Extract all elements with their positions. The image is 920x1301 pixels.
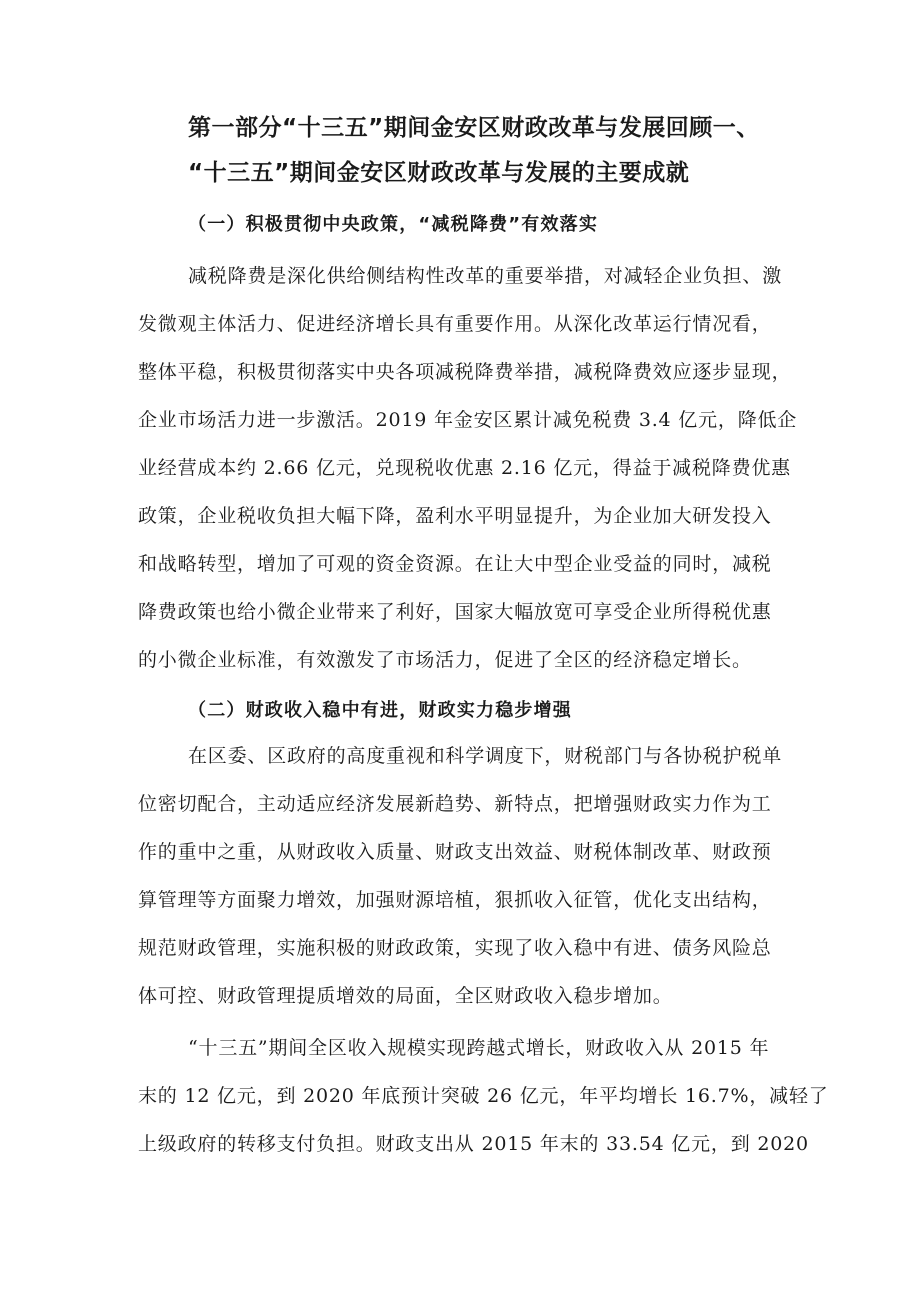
paragraph-line: 上级政府的转移支付负担。财政支出从 2015 年末的 33.54 亿元，到 2020 [138,1133,809,1155]
paragraph-line: 企业市场活力进一步激活。2019 年金安区累计减免税费 3.4 亿元，降低企 [138,409,798,431]
paragraph-line: 位密切配合，主动适应经济发展新趋势、新特点，把增强财政实力作为工 [138,793,772,815]
paragraph-line: 的小微企业标准，有效激发了市场活力，促进了全区的经济稳定增长。 [138,649,752,671]
paragraph-line: 发微观主体活力、促进经济增长具有重要作用。从深化改革运行情况看， [138,313,772,335]
paragraph-line: 在区委、区政府的高度重视和科学调度下，财税部门与各协税护税单 [188,745,783,767]
paragraph-line: 末的 12 亿元，到 2020 年底预计突破 26 亿元，年平均增长 16.7%，减轻了 [138,1085,829,1107]
section-heading-2: （二）财政收入稳中有进，财政实力稳步增强 [188,700,572,721]
paragraph-line: 减税降费是深化供给侧结构性改革的重要举措，对减轻企业负担、激 [188,265,783,287]
paragraph-line: 业经营成本约 2.66 亿元，兑现税收优惠 2.16 亿元，得益于减税降费优惠 [138,457,791,479]
paragraph-line: 作的重中之重，从财政收入质量、财政支出效益、财税体制改革、财政预 [138,841,772,863]
paragraph-line: 降费政策也给小微企业带来了利好，国家大幅放宽可享受企业所得税优惠 [138,601,772,623]
section-heading-1: （一）积极贯彻中央政策，“减税降费”有效落实 [188,214,599,235]
document-title-line-2: “十三五”期间金安区财政改革与发展的主要成就 [188,160,690,186]
paragraph-line: 规范财政管理，实施积极的财政政策，实现了收入稳中有进、债务风险总 [138,937,772,959]
paragraph-line: 算管理等方面聚力增效，加强财源培植，狠抓收入征管，优化支出结构， [138,889,772,911]
paragraph-line: 整体平稳，积极贯彻落实中央各项减税降费举措，减税降费效应逐步显现， [138,361,792,383]
paragraph-line: 政策，企业税收负担大幅下降，盈利水平明显提升，为企业加大研发投入 [138,505,772,527]
document-title-line-1: 第一部分“十三五”期间金安区财政改革与发展回顾一、 [188,115,760,141]
paragraph-line: 和战略转型，增加了可观的资金资源。在让大中型企业受益的同时，减税 [138,553,772,575]
paragraph-line: “十三五”期间全区收入规模实现跨越式增长，财政收入从 2015 年 [188,1037,770,1059]
paragraph-line: 体可控、财政管理提质增效的局面，全区财政收入稳步增加。 [138,985,673,1007]
